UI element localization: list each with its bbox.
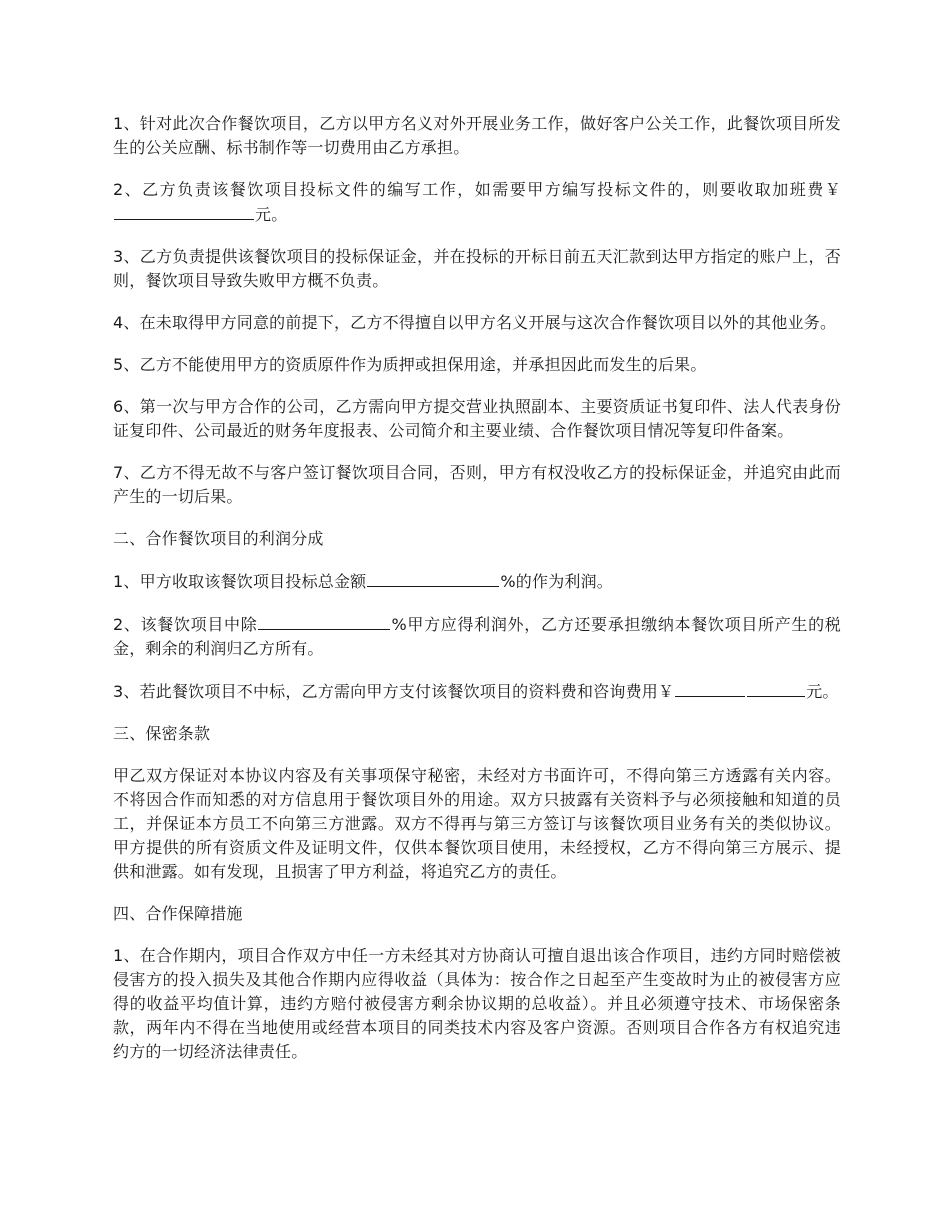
clause-2-3-text-after: 元。	[806, 682, 839, 701]
clause-1-2-text-after: 元。	[255, 205, 288, 224]
consulting-fee-blank-line1[interactable]	[675, 679, 745, 697]
clause-1-6: 6、第一次与甲方合作的公司，乙方需向甲方提交营业执照副本、主要资质证书复印件、法人代表身份证复印件、公司最近的财务年度报表、公司简介和主要业绩、合作餐饮项目情况等复印件备案。	[113, 397, 841, 440]
clause-2-1-text-after: %的作为利润。	[500, 572, 613, 591]
overtime-fee-blank[interactable]	[114, 202, 254, 220]
confidentiality-clause: 甲乙双方保证对本协议内容及有关事项保守秘密，未经对方书面许可，不得向第三方透露有关内容。不将因合作而知悉的对方信息用于餐饮项目外的用途。双方只披露有关资料予与必须接触和知道的员工，并保证本方员工不向第三方泄露。双方不得再与第三方签订与该餐饮项目业务有关的类似协议。甲方提供的所有资质文件及证明文件，仅供本餐饮项目使用，未经授权，乙方不得向第三方展示、提供和泄露。如有发现，且损害了甲方利益，将追究乙方的责任。	[113, 766, 841, 881]
section-4-heading: 四、合作保障措施	[113, 904, 243, 923]
clause-2-2	[113, 612, 841, 661]
clause-2-3	[113, 679, 841, 704]
clause-4-1: 1、在合作期内，项目合作双方中任一方未经其对方协商认可擅自退出该合作项目，违约方同时赔偿被侵害方的投入损失及其他合作期内应得收益（具体为：按合作之日起至产生变故时为止的被侵害方应得的收益平均值计算，违约方赔付被侵害方剩余协议期的总收益）。并且必须遵守技术、市场保密条款，两年内不得在当地使用或经营本项目的同类技术内容及客户资源。否则项目合作各方有权追究违约方的一切经济法律责任。	[113, 946, 841, 1061]
clause-2-2-text-after: %甲方应得利润外，乙方还要承担缴纳本餐饮项目所产生的税金，剩余的利润归乙方所有。	[113, 615, 842, 658]
clause-1-3: 3、乙方负责提供该餐饮项目的投标保证金，并在投标的开标日前五天汇款到达甲方指定的账户上，否则，餐饮项目导致失败甲方概不负责。	[113, 247, 841, 290]
clause-1-4: 4、在未取得甲方同意的前提下，乙方不得擅自以甲方名义开展与这次合作餐饮项目以外的其他业务。	[113, 313, 837, 332]
document-page	[113, 112, 841, 1082]
profit-percent-blank[interactable]	[367, 569, 499, 587]
clause-2-2-text-before: 2、该餐饮项目中除	[113, 615, 258, 634]
clause-1-2-text-before: 2、乙方负责该餐饮项目投标文件的编写工作，如需要甲方编写投标文件的，则要收取加班费￥	[113, 180, 841, 199]
clause-1-5: 5、乙方不能使用甲方的资质原件作为质押或担保用途，并承担因此而发生的后果。	[113, 355, 707, 374]
clause-2-3-text-before: 3、若此餐饮项目不中标，乙方需向甲方支付该餐饮项目的资料费和咨询费用￥	[113, 682, 675, 701]
clause-2-1-text-before: 1、甲方收取该餐饮项目投标总金额	[113, 572, 367, 591]
consulting-fee-blank-line2[interactable]	[747, 679, 805, 697]
deduction-percent-blank[interactable]	[258, 612, 390, 630]
clause-1-7: 7、乙方不得无故不与客户签订餐饮项目合同，否则，甲方有权没收乙方的投标保证金，并追究由此而产生的一切后果。	[113, 463, 841, 506]
section-2-heading: 二、合作餐饮项目的利润分成	[113, 529, 324, 548]
clause-1-2	[113, 178, 841, 227]
clause-1-1: 1、针对此次合作餐饮项目，乙方以甲方名义对外开展业务工作，做好客户公关工作，此餐饮项目所发生的公关应酬、标书制作等一切费用由乙方承担。	[113, 114, 841, 157]
clause-2-1	[113, 569, 841, 594]
section-3-heading: 三、保密条款	[113, 724, 211, 743]
